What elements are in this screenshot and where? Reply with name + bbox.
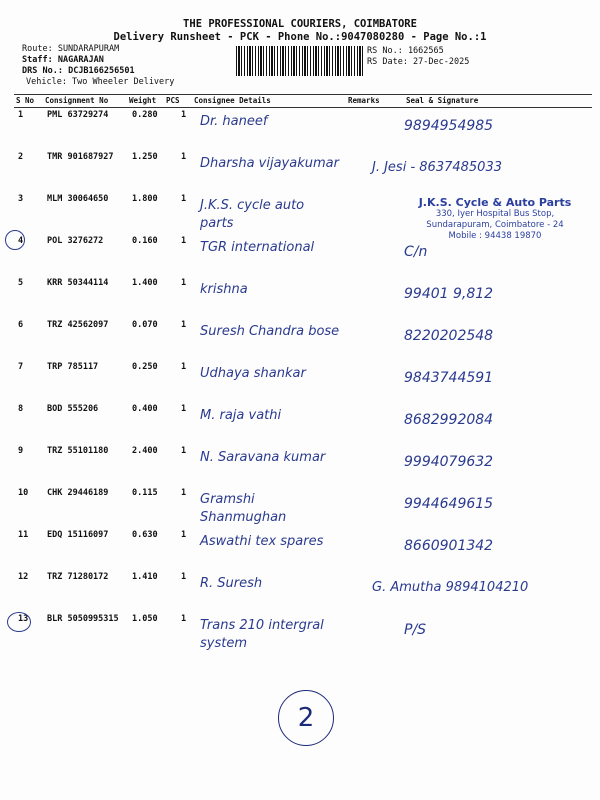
cell-pcs: 1 (181, 236, 187, 246)
col-pcs: PCS (166, 96, 180, 105)
cell-pcs: 1 (181, 194, 187, 204)
cell-pcs: 1 (181, 488, 187, 498)
cell-weight: 0.630 (132, 530, 158, 540)
cell-consignment-no: MLM 30064650 (47, 194, 109, 204)
meta-rs-date: RS Date: 27-Dec-2025 (367, 57, 470, 67)
meta-staff: Staff: NAGARAJAN (22, 55, 104, 65)
row-circle-4 (5, 230, 25, 250)
meta-route: Route: SUNDARAPURAM (22, 44, 120, 54)
cell-weight: 1.400 (132, 278, 158, 288)
cell-pcs: 1 (181, 446, 187, 456)
cell-weight: 0.160 (132, 236, 158, 246)
cell-sno: 6 (18, 320, 24, 330)
cell-consignment-no: BLR 5050995315 (47, 614, 119, 624)
stamp-line3: Mobile : 94438 19870 (448, 231, 542, 241)
cell-pcs: 1 (181, 404, 187, 414)
stamp-line2: Sundarapuram, Coimbatore - 24 (426, 220, 564, 230)
table-header (14, 94, 592, 108)
handwritten-signature: 8682992084 (404, 412, 494, 428)
cell-sno: 12 (18, 572, 29, 582)
handwritten-consignee: Suresh Chandra bose (200, 324, 340, 339)
cell-sno: 8 (18, 404, 24, 414)
cell-pcs: 1 (181, 278, 187, 288)
cell-sno: 3 (18, 194, 24, 204)
cell-sno: 10 (18, 488, 29, 498)
meta-drs: DRS No.: DCJB166256501 (22, 66, 135, 76)
handwritten-consignee: J.K.S. cycle auto parts (200, 198, 305, 231)
cell-sno: 11 (18, 530, 29, 540)
cell-consignment-no: CHK 29446189 (47, 488, 109, 498)
header-subtitle: Delivery Runsheet - PCK - Phone No.:9047080280 - Page No.:1 (113, 31, 487, 43)
col-consignee: Consignee Details (194, 96, 271, 105)
col-remarks: Remarks (348, 96, 380, 105)
cell-weight: 1.050 (132, 614, 158, 624)
cell-weight: 0.070 (132, 320, 158, 330)
cell-consignment-no: TRZ 42562097 (47, 320, 109, 330)
company-stamp (410, 196, 580, 242)
handwritten-signature: G. Amutha 9894104210 (372, 580, 529, 595)
cell-consignment-no: PML 63729274 (47, 110, 109, 120)
cell-pcs: 1 (181, 530, 187, 540)
cell-pcs: 1 (181, 320, 187, 330)
cell-consignment-no: TMR 901687927 (47, 152, 114, 162)
handwritten-consignee: Gramshi Shanmughan (200, 492, 287, 525)
stamp-title: J.K.S. Cycle & Auto Parts (418, 196, 572, 209)
cell-consignment-no: EDQ 15116097 (47, 530, 109, 540)
handwritten-signature: 8220202548 (404, 328, 494, 344)
meta-block (22, 44, 174, 88)
cell-sno: 13 (18, 614, 29, 624)
handwritten-consignee: Aswathi tex spares (200, 534, 324, 549)
cell-sno: 9 (18, 446, 24, 456)
cell-consignment-no: BOD 555206 (47, 404, 99, 414)
meta-vehicle: Vehicle: Two Wheeler Delivery (26, 77, 175, 87)
handwritten-consignee: krishna (200, 282, 248, 297)
handwritten-consignee: Dharsha vijayakumar (200, 156, 339, 171)
cell-pcs: 1 (181, 152, 187, 162)
cell-weight: 1.250 (132, 152, 158, 162)
cell-weight: 0.115 (132, 488, 158, 498)
cell-pcs: 1 (181, 614, 187, 624)
row-circle-13 (7, 612, 31, 632)
handwritten-signature: 9843744591 (404, 370, 494, 386)
handwritten-consignee: Trans 210 intergral system (200, 618, 324, 651)
cell-weight: 0.250 (132, 362, 158, 372)
col-sno: S No (16, 96, 35, 105)
handwritten-page-number: 2 (278, 690, 334, 746)
handwritten-signature: P/S (404, 622, 427, 638)
handwritten-consignee: R. Suresh (200, 576, 263, 591)
cell-weight: 2.400 (132, 446, 158, 456)
cell-weight: 1.410 (132, 572, 158, 582)
cell-weight: 1.800 (132, 194, 158, 204)
meta-rs-no: RS No.: 1662565 (367, 46, 444, 56)
cell-pcs: 1 (181, 572, 187, 582)
handwritten-signature: 99401 9,812 (404, 286, 494, 302)
cell-sno: 2 (18, 152, 24, 162)
handwritten-signature: 9944649615 (404, 496, 494, 512)
handwritten-consignee: Udhaya shankar (200, 366, 306, 381)
cell-pcs: 1 (181, 362, 187, 372)
col-weight: Weight (129, 96, 157, 105)
header-company: THE PROFESSIONAL COURIERS, COIMBATORE (183, 18, 417, 30)
handwritten-signature: 9894954985 (404, 118, 494, 134)
cell-consignment-no: TRZ 71280172 (47, 572, 109, 582)
cell-weight: 0.400 (132, 404, 158, 414)
cell-consignment-no: POL 3276272 (47, 236, 104, 246)
cell-sno: 1 (18, 110, 24, 120)
handwritten-signature: 9994079632 (404, 454, 494, 470)
handwritten-signature: 8660901342 (404, 538, 494, 554)
handwritten-consignee: Dr. haneef (200, 114, 268, 129)
cell-sno: 7 (18, 362, 24, 372)
handwritten-signature: J. Jesi - 8637485033 (372, 160, 502, 175)
col-consignment: Consignment No (45, 96, 109, 105)
cell-sno: 5 (18, 278, 24, 288)
barcode-image (236, 46, 364, 76)
cell-sno: 4 (18, 236, 24, 246)
cell-consignment-no: KRR 50344114 (47, 278, 109, 288)
handwritten-consignee: M. raja vathi (200, 408, 282, 423)
handwritten-consignee: TGR international (200, 240, 315, 255)
cell-pcs: 1 (181, 110, 187, 120)
cell-consignment-no: TRZ 55101180 (47, 446, 109, 456)
handwritten-signature: C/n (404, 244, 428, 260)
handwritten-consignee: N. Saravana kumar (200, 450, 326, 465)
stamp-line1: 330, Iyer Hospital Bus Stop, (435, 209, 555, 219)
cell-consignment-no: TRP 785117 (47, 362, 99, 372)
cell-weight: 0.280 (132, 110, 158, 120)
col-seal: Seal & Signature (406, 96, 479, 105)
